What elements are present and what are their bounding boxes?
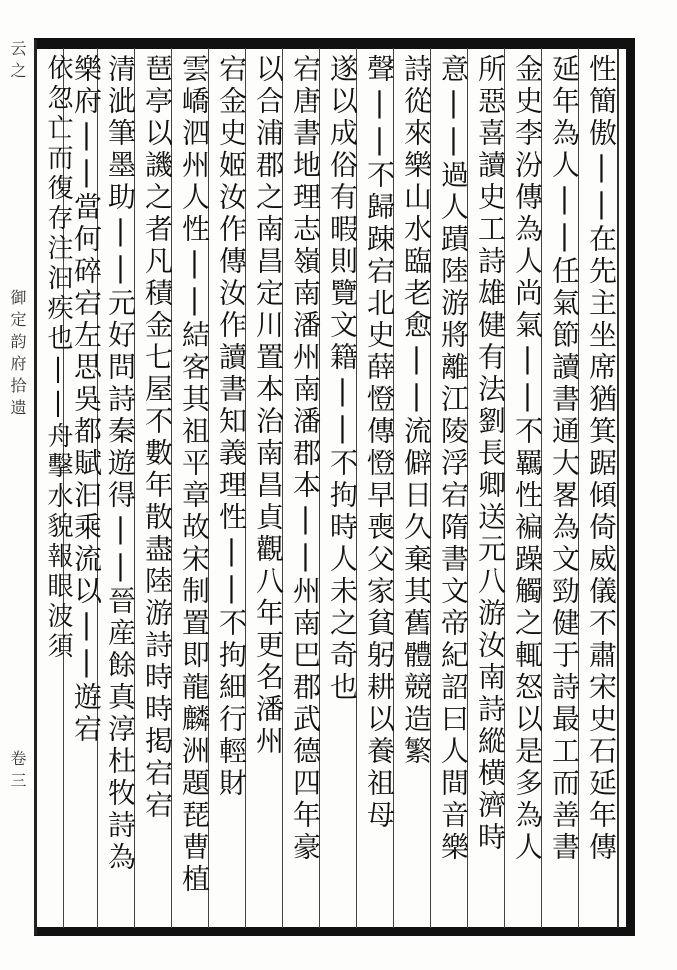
column-14-text: 清泚筆墨助||元好問詩秦遊得||晉産餘真淳 <box>104 54 137 746</box>
column-9-note: 豪 <box>289 832 322 864</box>
text-column-1: 性簡傲||在先主坐席猶箕踞傾倚威儀不肅宋史石延年傳 <box>585 54 618 864</box>
column-6-text: 詩從來樂山水臨老愈|| <box>400 54 433 416</box>
text-column-6 <box>398 54 434 924</box>
column-6-note: 流僻日久棄其舊體競造繁 <box>400 416 433 768</box>
column-12-text: 雲嶠泗州人性||結客其祖平章故宋制置即龍麟洲題琵 <box>178 54 211 832</box>
text-column-16 <box>40 54 76 924</box>
margin-title: 御定韵府拾遗 <box>8 289 27 421</box>
column-8-text: 遂以成俗 <box>326 54 359 182</box>
column-15-text: 樂府||當何碎宕左思吳都賦汩乘流以|| <box>70 54 103 682</box>
column-13-text: 琶亭以譏之者凡積金七屋不數年散盡陸游詩時時掲 <box>141 54 174 758</box>
text-column-7: 聲||不歸踈宕北史薛憕傳憕早喪父家貧躬耕以養祖母 <box>363 54 396 832</box>
text-column-5 <box>435 54 471 924</box>
column-9-text: 宕唐書地理志嶺南潘州南潘郡本||州南巴郡武德四年 <box>289 54 322 832</box>
frame-bottom-border <box>34 927 634 936</box>
text-column-3: 金史李汾傳為人尚氣||不羈性褊躁觸之輒怒以是多為人 <box>511 54 544 864</box>
column-16-note: 注汩疾也||舟擊水貌 <box>43 234 73 542</box>
column-8-note: 有暇則覽文籍||不拘時人未之奇也 <box>326 182 359 704</box>
text-column-14 <box>102 54 138 924</box>
column-17-note: 報眼波須 <box>43 542 73 662</box>
column-5-text: 意||過人蹟陸游將離江陵 <box>437 54 470 448</box>
text-column-13 <box>139 54 175 924</box>
column-15-note: 遊宕 <box>70 682 103 746</box>
text-column-4: 所惡喜讀史工詩雄健有法劉長卿送元八游汝南詩縱横濟時 <box>474 54 507 854</box>
text-column-12 <box>176 54 212 924</box>
margin-top-text: 云之 <box>8 40 27 84</box>
text-column-2: 延年為人||任氣節讀書通大畧為文勁健于詩最工而善書 <box>548 54 581 864</box>
column-16-text: 依忽亡而復存 <box>43 54 73 234</box>
text-column-8 <box>324 54 360 924</box>
frame-top-border <box>34 38 634 49</box>
text-column-10: 以合浦郡之南昌定川置本治南昌貞觀八年更名潘州 <box>252 54 285 758</box>
text-column-11: 宕金史姬汝作傳汝作讀書知義理性||不拘細行輕財 <box>215 54 248 800</box>
column-14-note: 杜牧詩為 <box>104 746 137 874</box>
frame-left-border <box>34 40 37 935</box>
margin-page-number: 卷三 <box>8 750 27 794</box>
text-column-9 <box>287 54 323 924</box>
page-margin <box>2 40 32 925</box>
frame-right-border <box>626 38 635 936</box>
column-12-note: 曹植 <box>178 832 211 896</box>
column-13-note: 宕宕 <box>141 758 174 822</box>
column-5-note: 浮宕隋書文帝紀詔曰人間音樂 <box>437 448 470 864</box>
